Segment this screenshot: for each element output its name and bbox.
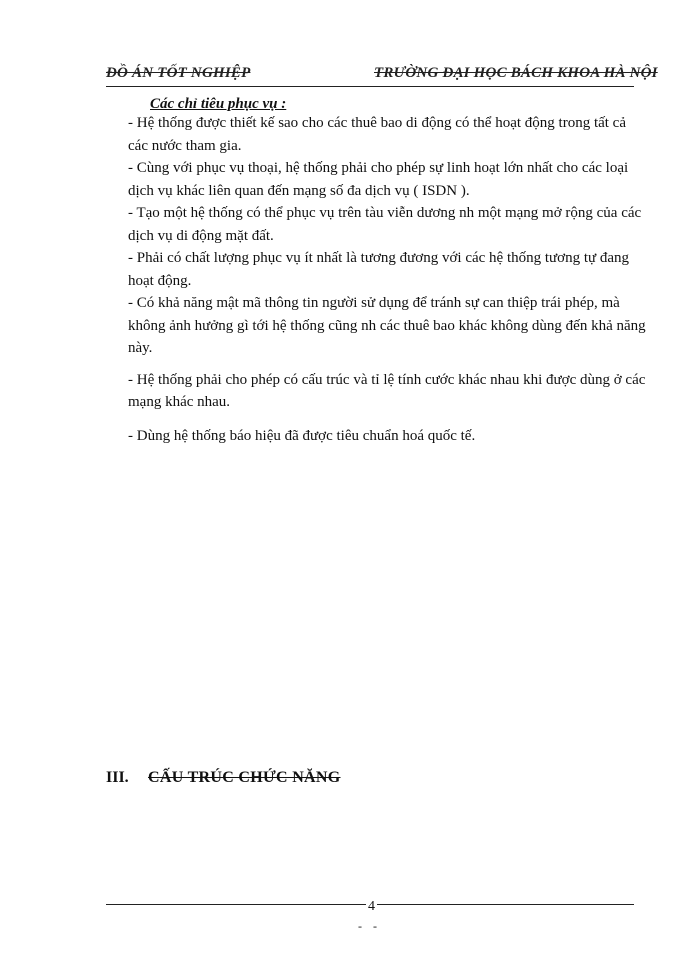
paragraph-2: - Cùng với phục vụ thoại, hệ thống phải cho phép sự linh hoạt lớn nhất cho các loại dịch vụ khác liên quan đến mạng số đa dịch vụ ( ISDN ). xyxy=(128,160,629,199)
header-divider xyxy=(106,86,634,87)
chapter-heading xyxy=(106,769,341,787)
paragraph-7: - Dùng hệ thống báo hiệu đã được tiêu chuẩn hoá quốc tế. xyxy=(128,427,476,444)
page-header xyxy=(106,65,658,85)
page-number: 4 xyxy=(368,899,375,914)
footer-dashes: - - xyxy=(358,919,381,933)
chapter-title: CẤU TRÚC CHỨC NĂNG xyxy=(148,769,341,786)
paragraph-3: - Tạo một hệ thống có thể phục vụ trên tàu viễn dương nh một mạng mở rộng của các dịch vụ di động mặt đất. xyxy=(128,205,642,244)
paragraph-6: - Hệ thống phải cho phép có cấu trúc và tỉ lệ tính cước khác nhau khi được dùng ở các mạng khác nhau. xyxy=(128,371,646,410)
section-title: Các chỉ tiêu phục vụ : xyxy=(150,96,287,112)
paragraph-5: - Có khả năng mật mã thông tin người sử dụng để tránh sự can thiệp trái phép, mà không ảnh hưởng gì tới hệ thống cũng nh các thuê bao khác không dùng đến khả năng này. xyxy=(128,295,646,356)
paragraph-1: - Hệ thống được thiết kế sao cho các thuê bao di động có thể hoạt động trong tất cả các nước tham gia. xyxy=(128,115,626,154)
chapter-number: III. xyxy=(106,769,129,786)
header-left-title: ĐỒ ÁN TỐT NGHIỆP xyxy=(106,65,251,81)
document-body xyxy=(128,112,648,447)
header-right-title: TRƯỜNG ĐẠI HỌC BÁCH KHOA HÀ NỘI xyxy=(374,65,658,81)
paragraph-4: - Phải có chất lượng phục vụ ít nhất là tương đương với các hệ thống tương tự đang hoạt động. xyxy=(128,250,630,289)
